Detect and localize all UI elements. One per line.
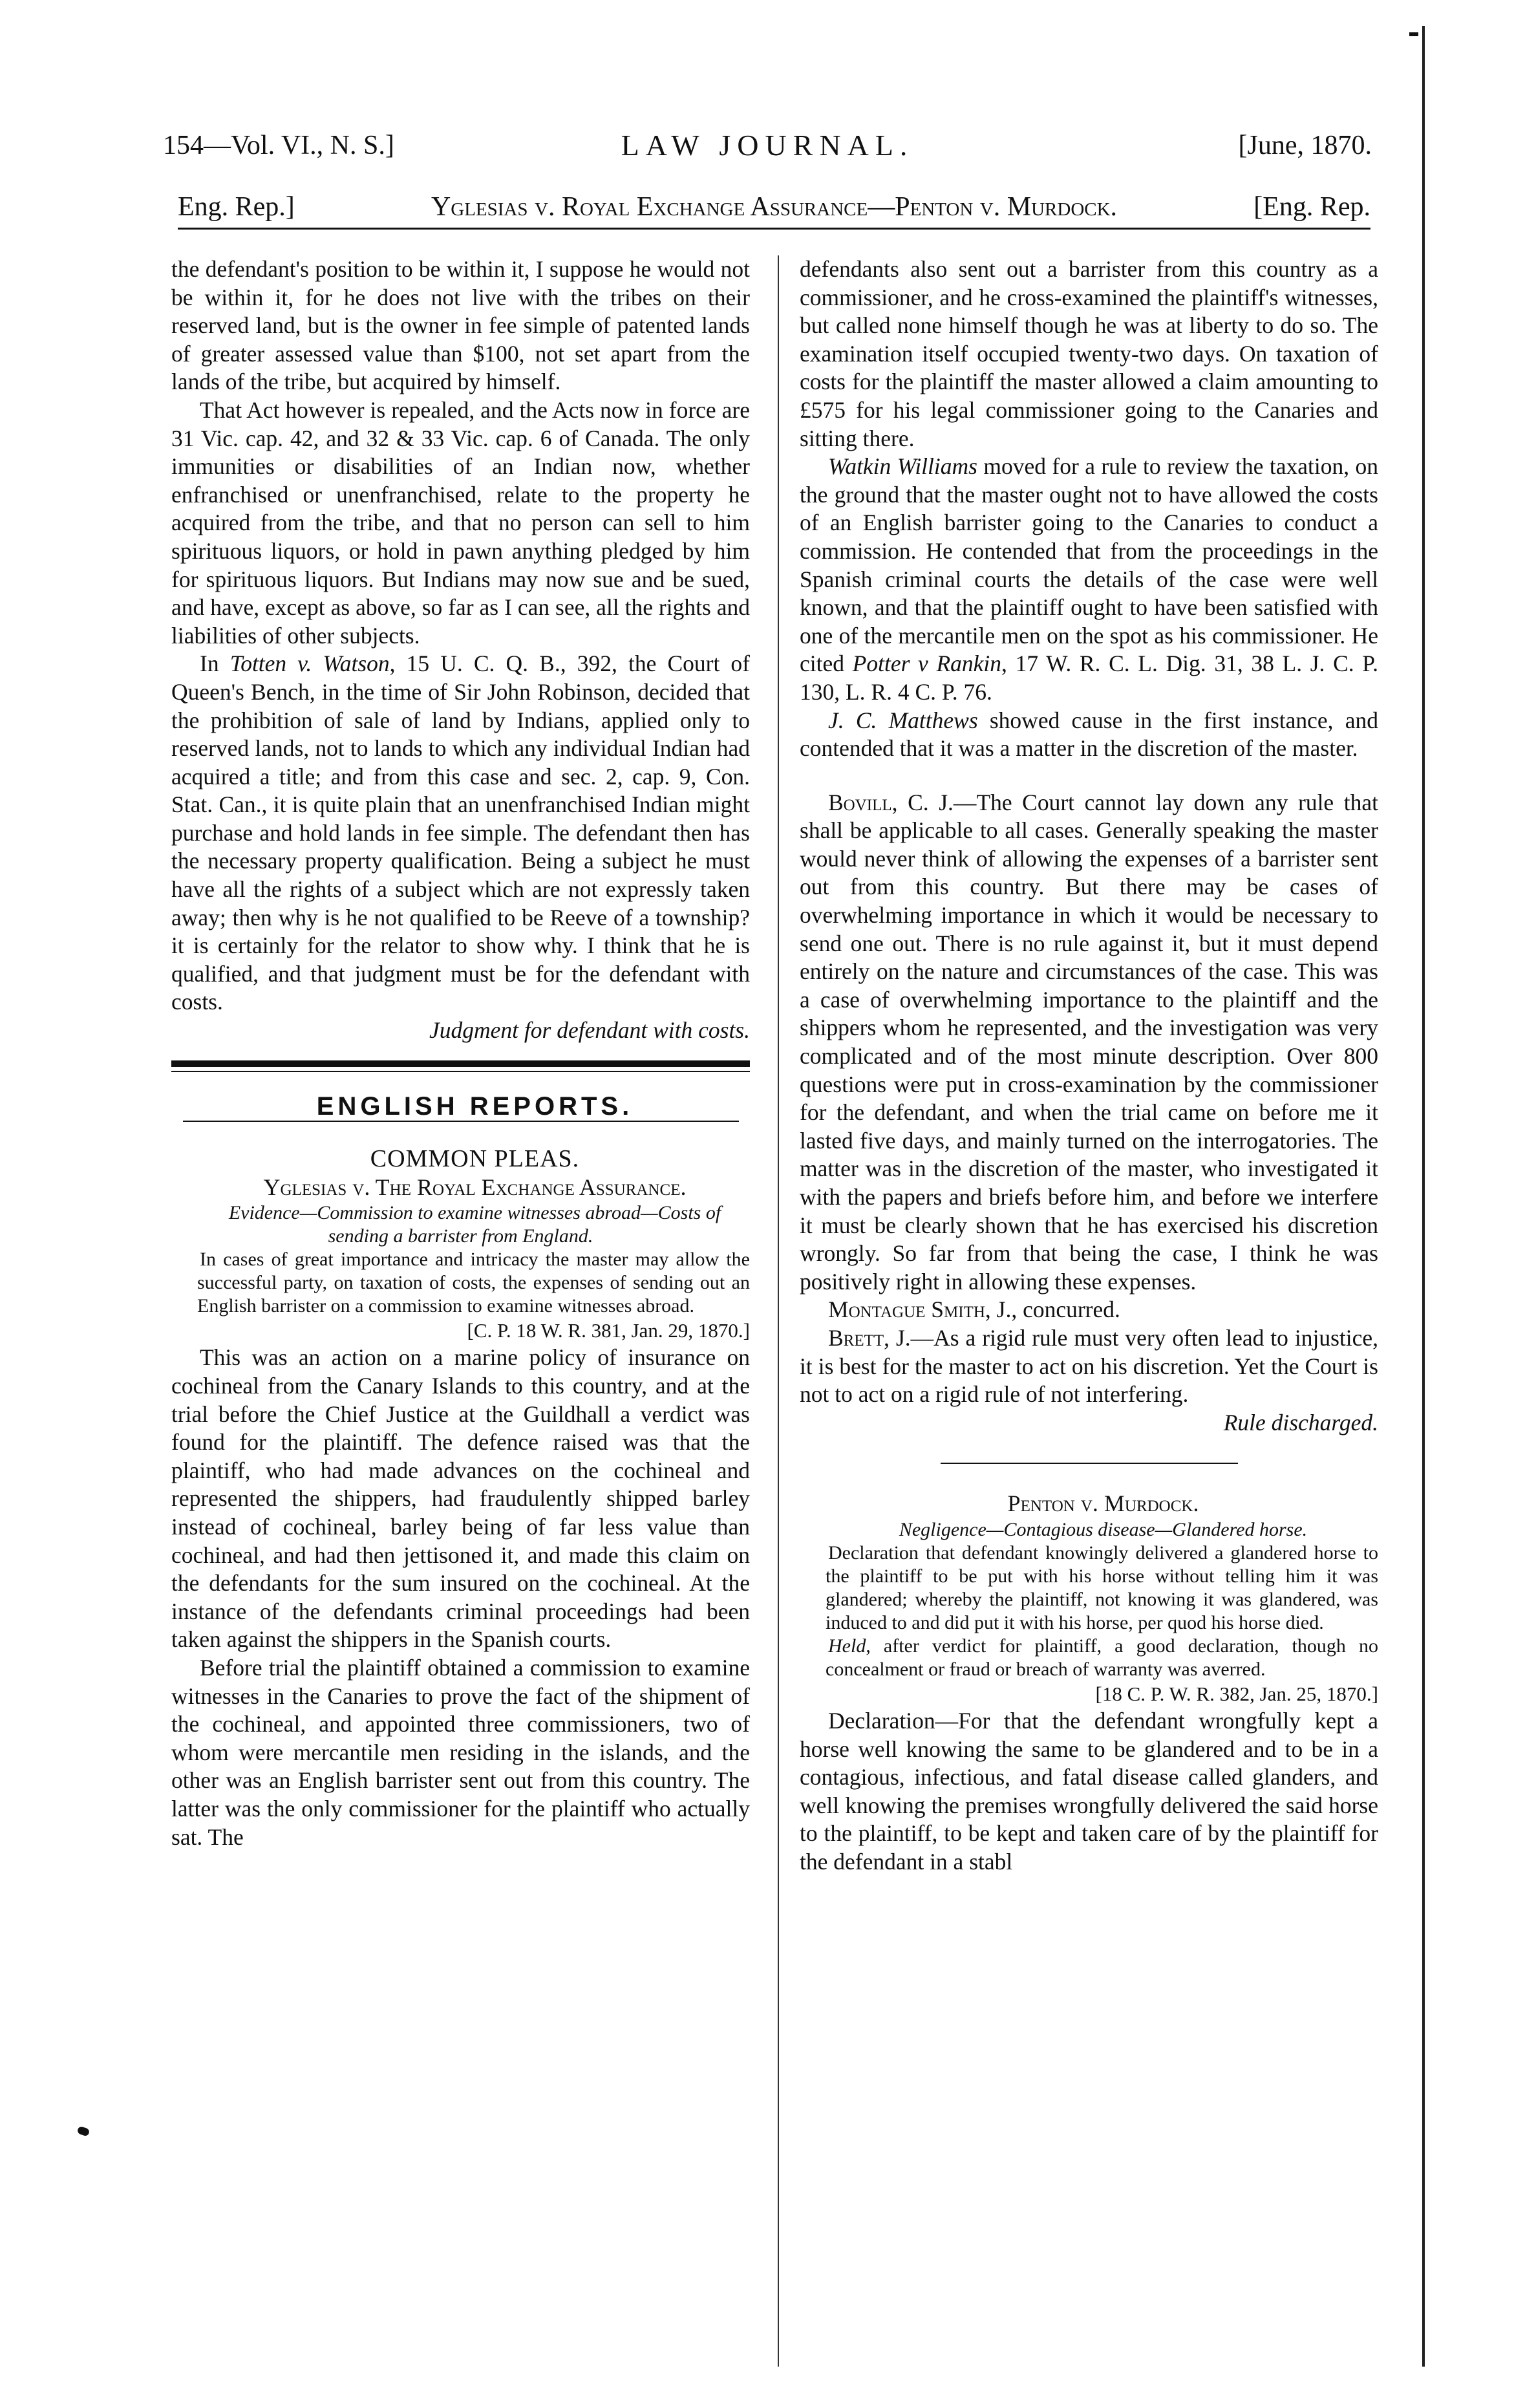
headnote-text: In cases of great importance and intricacy the master may allow the successful party, on taxation of costs, the expenses of sending out an English barrister on a commission to examine witnesses abroad. bbox=[197, 1249, 750, 1317]
subheader-section-right: [Eng. Rep. bbox=[1253, 192, 1370, 222]
counsel-name-matthews: J. C. Matthews bbox=[828, 707, 978, 733]
right-p3-text: showed cause in the first instance, and contended that it was a matter in the discretion of the master. bbox=[800, 707, 1379, 762]
left-paragraph-5: Before trial the plaintiff obtained a commission to examine witnesses in the Canaries to prove the fact of the shipment of the cochineal, and appointed three commissioners, two of whom were mercantile men residing in the islands, and the other was an English barrister sent out from this country. The latter was the only commissioner for the plaintiff who actually sat. The bbox=[171, 1654, 750, 1850]
headnote-penton-1-text: Declaration that defendant knowingly delivered a glandered horse to the plaintiff to be put with his horse without telling him it was glandered; whereby the plaintiff, not knowing it was glandered, was induced to and did put it with his horse, per quod his horse died. bbox=[826, 1542, 1378, 1633]
left-paragraph-4: This was an action on a marine policy of insurance on cochineal from the Canary Islands to this country, and at the trial before the Chief Justice at the Guildhall a verdict was found for the plaintiff. The defence raised was that the plaintiff, who had made advances on the cochineal and represented the shippers, had fraudulently shipped barley instead of cochineal, barley being of far less value than cochineal, and had then jettisoned it, and made this claim on the defendants for the sum insured on the cochineal. At the instance of the defendants criminal proceedings had been taken against the shippers in the Spanish courts. bbox=[171, 1344, 750, 1653]
headnote-category-yglesias: Evidence—Commission to examine witnesses abroad—Costs of sending a barrister from England. bbox=[228, 1202, 721, 1247]
headnote-yglesias bbox=[171, 1248, 750, 1318]
right-paragraph-2 bbox=[800, 453, 1378, 706]
headnote-category-penton: Negligence—Contagious disease—Glandered horse. bbox=[899, 1518, 1308, 1540]
section-heading: ENGLISH REPORTS. bbox=[316, 1091, 634, 1121]
headnote-penton-1 bbox=[800, 1542, 1378, 1635]
judgment-line: Judgment for defendant with costs. bbox=[429, 1017, 750, 1044]
left-paragraph-2: That Act however is repealed, and the Acts now in force are 31 Vic. cap. 42, and 32 & 33 Vic. cap. 6 of Canada. The only immunities or disabilities of an Indian now, whether enfranchised or unenfranchised, relate to the property he acquired from the tribe, and that no person can sell to him spirituous liquors, or hold in pawn anything pledged by him for spirituous liquors. But Indians may now sue and be sued, and have, except as above, so far as I can see, all the rights and liabilities of other subjects. bbox=[171, 396, 750, 649]
subheader-section-left: Eng. Rep.] bbox=[178, 192, 295, 222]
right-column bbox=[800, 255, 1378, 1876]
left-paragraph-1: the defendant's position to be within it, I suppose he would not be within it, for he does not live with the tribes on their reserved land, but is the owner in fee simple of patented lands of greater assessed value than $100, not set apart from the lands of the tribe, but acquired by himself. bbox=[171, 256, 750, 395]
right-p2-post: , 17 W. R. C. L. Dig. 31, 38 L. J. C. P. 130, L. R. 4 C. P. 76. bbox=[800, 650, 1378, 705]
judge-name-brett: Brett, J. bbox=[828, 1324, 911, 1351]
corner-mark bbox=[1409, 32, 1418, 36]
left-paragraph-3 bbox=[171, 650, 750, 1016]
rule-discharged-line: Rule discharged. bbox=[1223, 1409, 1378, 1435]
right-paragraph-4 bbox=[800, 789, 1378, 1296]
ink-blot bbox=[76, 2125, 90, 2136]
running-header bbox=[163, 123, 1372, 168]
judge-name-smith: Montague Smith, J. bbox=[828, 1296, 1012, 1323]
case-citation-totten: Totten v. Watson bbox=[229, 650, 390, 677]
header-date: [June, 1870. bbox=[1238, 131, 1372, 160]
right-p2-text: moved for a rule to review the taxation, on the ground that the master ought not to have allowed the costs of an English barrister going to the Canaries to conduct a commission. He contended that from the proceedings in the Spanish criminal courts the details of the case were well known, and that the plaintiff ought to have been satisfied with one of the mercantile men on the spot as his commissioner. He cited bbox=[800, 453, 1378, 677]
right-paragraph-7: Declaration—For that the defendant wrongfully kept a horse well knowing the same to be glandered and to be in a contagious, infectious, and fatal disease called glanders, and well knowing the premises wrongfully delivered the said horse to the plaintiff, to be kept and taken care of by the plaintiff for the defendant in a stabl bbox=[800, 1707, 1378, 1875]
right-p5-text: , concurred. bbox=[1011, 1296, 1120, 1323]
left-p3-post: , 15 U. C. Q. B., 392, the Court of Queen's Bench, in the time of Sir John Robinson, decided that the prohibition of sale of land by Indians, applied only to reserved lands, not to lands to which any individual Indian had acquired a title; and from this case and sec. 2, cap. 9, Con. Stat. Can., it is quite plain that an unenfranchised Indian might purchase and hold lands in fee simple. The defendant then has the necessary property qualification. Being a subject he must have all the rights of a subject which are not expressly taken away; then why is he not qualified to be Reeve of a township? it is certainly for the relator to show why. I think that he is qualified, and that judgment must be for the defendant with costs. bbox=[171, 650, 750, 1015]
right-paragraph-3 bbox=[800, 707, 1378, 763]
heading-rule bbox=[183, 1121, 739, 1122]
page-edge-rule bbox=[1422, 26, 1425, 2367]
running-subheader bbox=[178, 188, 1370, 226]
column-divider bbox=[778, 255, 779, 2367]
headnote-penton-2 bbox=[800, 1635, 1378, 1681]
headnote-held-label: Held bbox=[828, 1635, 866, 1657]
right-paragraph-5 bbox=[800, 1296, 1378, 1324]
case-citation-potter: Potter v Rankin bbox=[852, 650, 1002, 677]
counsel-name-williams: Watkin Williams bbox=[828, 453, 977, 480]
header-rule bbox=[178, 228, 1370, 230]
right-paragraph-1: defendants also sent out a barrister from this country as a commissioner, and he cross-examined the plaintiff's witnesses, but called none himself though he was at liberty to do so. The examination itself occupied twenty-two days. On taxation of costs for the plaintiff the master allowed a claim amounting to £575 for his legal commissioner going to the Canaries and sitting there. bbox=[800, 256, 1378, 451]
left-column bbox=[171, 255, 750, 1851]
judge-name-bovill: Bovill, C. J. bbox=[828, 789, 954, 815]
section-rule-thick bbox=[171, 1060, 750, 1067]
left-p3-pre: In bbox=[200, 650, 230, 677]
headnote-penton-2-text: , after verdict for plaintiff, a good declaration, though no concealment or fraud or breach of warranty was averred. bbox=[826, 1635, 1378, 1680]
section-rule-thin bbox=[171, 1071, 750, 1072]
case-title-penton: Penton v. Murdock. bbox=[1007, 1490, 1199, 1517]
court-heading: COMMON PLEAS. bbox=[370, 1145, 580, 1173]
citation-yglesias: [C. P. 18 W. R. 381, Jan. 29, 1870.] bbox=[467, 1319, 750, 1342]
citation-penton: [18 C. P. W. R. 382, Jan. 25, 1870.] bbox=[1095, 1682, 1378, 1705]
subheader-case-names: Yglesias v. Royal Exchange Assurance—Penton v. Murdock. bbox=[431, 192, 1118, 222]
right-paragraph-6 bbox=[800, 1324, 1378, 1409]
case-separator-rule bbox=[941, 1463, 1238, 1464]
right-p4-text: —The Court cannot lay down any rule that shall be applicable to all cases. Generally speaking the master would never think of allowing the expenses of a barrister sent out from this country. But there may be cases of overwhelming importance in which it would be necessary to send one out. There is no rule against it, but it must depend entirely on the nature and circumstances of the case. This was a case of overwhelming importance to the plaintiff and the shippers whom he represented, and the investigation was very complicated and of the most minute description. Over 800 questions were put in cross-examination by the commissioner for the defendant, and when the trial came on before me it lasted five days, and mainly turned on the interrogatories. The matter was in the discretion of the master, who investigated it with the papers and briefs before him, and before we interfere it must be clearly shown that he has exercised his discretion wrongly. So far from that being the case, I think he was positively right in allowing these expenses. bbox=[800, 789, 1378, 1295]
header-journal-title: LAW JOURNAL. bbox=[621, 129, 914, 162]
case-title-yglesias: Yglesias v. The Royal Exchange Assurance. bbox=[263, 1174, 687, 1200]
right-p6-text: —As a rigid rule must very often lead to injustice, it is best for the master to act on his discretion. Yet the Court is not to act on a rigid rule of not interfering. bbox=[800, 1324, 1378, 1408]
header-volume: 154—Vol. VI., N. S.] bbox=[163, 131, 394, 160]
